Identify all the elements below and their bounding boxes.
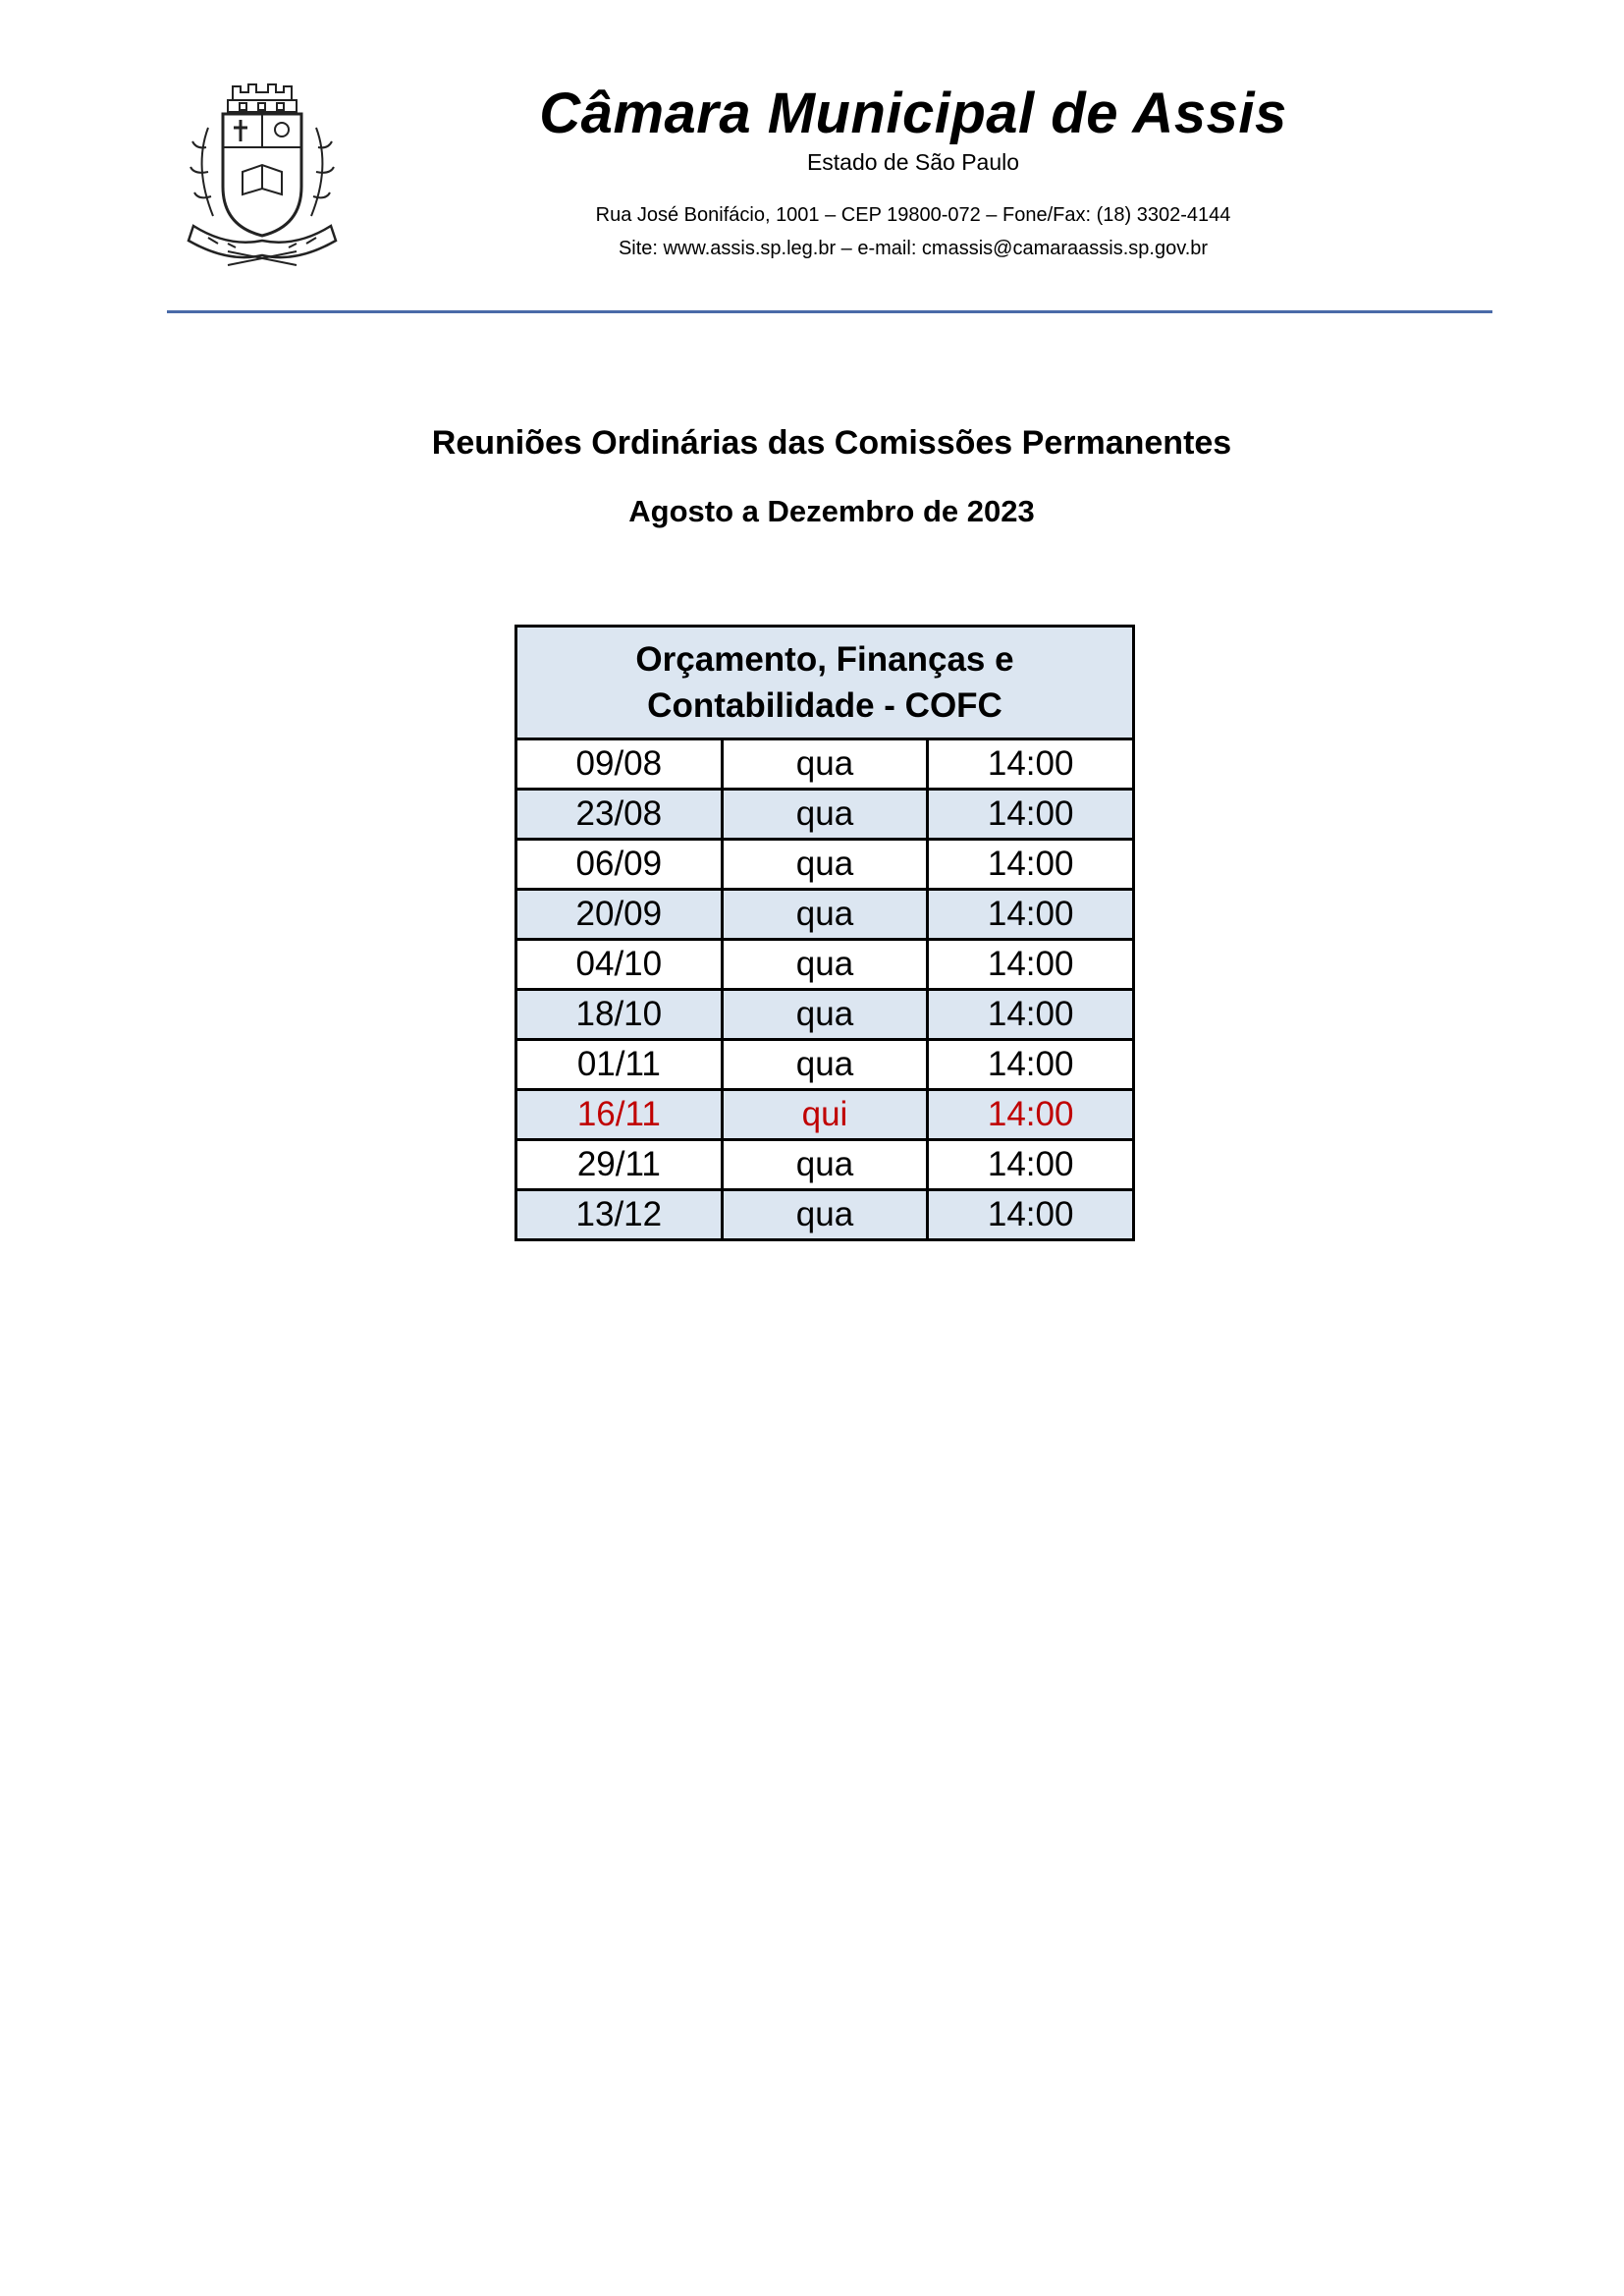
meeting-weekday: qua (722, 1040, 928, 1090)
meeting-weekday: qua (722, 790, 928, 840)
meeting-weekday: qui (722, 1090, 928, 1140)
meeting-date: 29/11 (516, 1140, 723, 1190)
meeting-time: 14:00 (928, 790, 1134, 840)
table-row-highlighted (516, 1090, 1134, 1140)
meeting-weekday: qua (722, 890, 928, 940)
table-row (516, 1040, 1134, 1090)
meeting-date: 16/11 (516, 1090, 723, 1140)
organization-name: Câmara Municipal de Assis (539, 82, 1287, 145)
meeting-date: 04/10 (516, 940, 723, 990)
meeting-time: 14:00 (928, 1140, 1134, 1190)
meeting-time: 14:00 (928, 940, 1134, 990)
document-subtitle: Agosto a Dezembro de 2023 (628, 494, 1035, 528)
organization-state: Estado de São Paulo (806, 149, 1020, 175)
table-header-row (516, 627, 1134, 739)
meeting-time: 14:00 (928, 1090, 1134, 1140)
meeting-date: 09/08 (516, 739, 723, 790)
meeting-weekday: qua (722, 1190, 928, 1240)
meeting-date: 01/11 (516, 1040, 723, 1090)
meeting-time: 14:00 (928, 840, 1134, 890)
table-row (516, 840, 1134, 890)
meeting-time: 14:00 (928, 890, 1134, 940)
table-row (516, 990, 1134, 1040)
meeting-weekday: qua (722, 840, 928, 890)
meeting-date: 20/09 (516, 890, 723, 940)
table-row (516, 890, 1134, 940)
meeting-time: 14:00 (928, 739, 1134, 790)
coat-of-arms-icon (179, 79, 346, 275)
organization-contact: Site: www.assis.sp.leg.br – e-mail: cmassis@camaraassis.sp.gov.br (618, 238, 1209, 259)
table-row (516, 1140, 1134, 1190)
meeting-date: 23/08 (516, 790, 723, 840)
meeting-time: 14:00 (928, 990, 1134, 1040)
meeting-time: 14:00 (928, 1190, 1134, 1240)
meeting-weekday: qua (722, 1140, 928, 1190)
meeting-date: 18/10 (516, 990, 723, 1040)
meeting-time: 14:00 (928, 1040, 1134, 1090)
meeting-date: 13/12 (516, 1190, 723, 1240)
table-row (516, 739, 1134, 790)
organization-address: Rua José Bonifácio, 1001 – CEP 19800-072 – Fone/Fax: (18) 3302-4144 (595, 204, 1231, 226)
table-row (516, 1190, 1134, 1240)
table-row (516, 940, 1134, 990)
meeting-weekday: qua (722, 940, 928, 990)
header-divider (167, 310, 1492, 313)
meeting-weekday: qua (722, 990, 928, 1040)
meeting-date: 06/09 (516, 840, 723, 890)
meeting-weekday: qua (722, 739, 928, 790)
committee-name-header: Orçamento, Finanças e Contabilidade - COFC (516, 627, 1134, 739)
table-row (516, 790, 1134, 840)
meeting-schedule-table (514, 625, 1135, 1241)
document-title: Reuniões Ordinárias das Comissões Permanentes (431, 424, 1232, 462)
